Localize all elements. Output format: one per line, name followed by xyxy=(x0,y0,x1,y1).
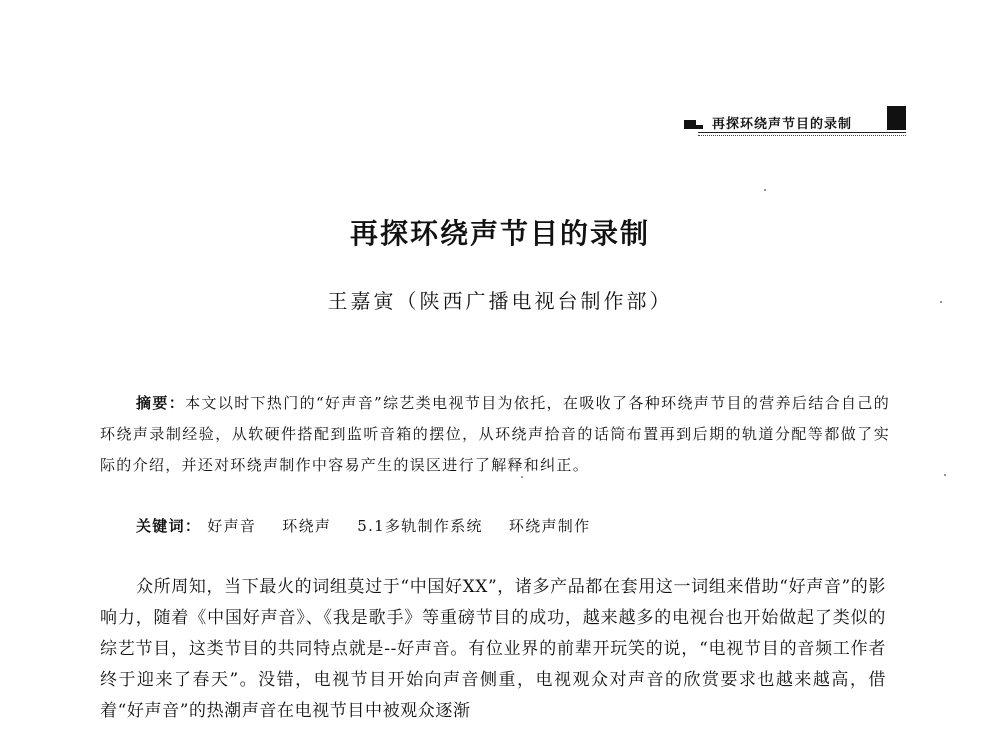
running-header xyxy=(684,106,906,134)
keyword-item: 环绕声 xyxy=(282,517,332,535)
article-title: 再探环绕声节目的录制 xyxy=(349,217,650,250)
scan-speck xyxy=(940,301,942,303)
keyword-item: 好声音 xyxy=(207,517,257,535)
header-right-block xyxy=(887,106,906,130)
scan-speck xyxy=(521,476,523,478)
header-left-mark-tail xyxy=(696,125,703,129)
abstract xyxy=(100,388,890,481)
body-paragraph xyxy=(100,572,886,727)
scan-speck xyxy=(764,189,766,191)
header-rule-dotted xyxy=(698,135,906,136)
abstract-text: 本文以时下热门的“好声音”综艺类电视节目为依托，在吸收了各种环绕声节目的营养后结合自己的环绕声录制经验，从软硬件搭配到监听音箱的摆位，从环绕声拾音的话筒布置再到后期的轨道分配等都做了实际的介绍，并还对环绕声制作中容易产生的误区进行了解释和纠正。 xyxy=(100,394,890,474)
author-affiliation: 王嘉寅（陕西广播电视台制作部） xyxy=(327,289,673,313)
keywords xyxy=(136,515,610,536)
header-left-mark xyxy=(684,120,696,129)
running-header-title: 再探环绕声节目的录制 xyxy=(712,117,853,132)
scan-speck xyxy=(944,474,946,476)
header-rule xyxy=(698,132,906,133)
abstract-label: 摘要： xyxy=(136,394,186,412)
keyword-item: 环绕声制作 xyxy=(508,517,591,535)
body-paragraph-text: 众所周知，当下最火的词组莫过于“中国好XX”，诸多产品都在套用这一词组来借助“好声音”的影响力，随着《中国好声音》、《我是歌手》等重磅节目的成功，越来越多的电视台也开始做起了类似的综艺节目，这类节目的共同特点就是--好声音。有位业界的前辈开玩笑的说，“电视节目的音频工作者终于迎来了春天”。没错，电视节目开始向声音侧重，电视观众对声音的欣赏要求也越来越高，借着“好声音”的热潮声音在电视节目中被观众逐渐 xyxy=(100,577,886,721)
keywords-label: 关键词： xyxy=(136,517,202,535)
keyword-item: 5.1多轨制作系统 xyxy=(357,517,483,535)
